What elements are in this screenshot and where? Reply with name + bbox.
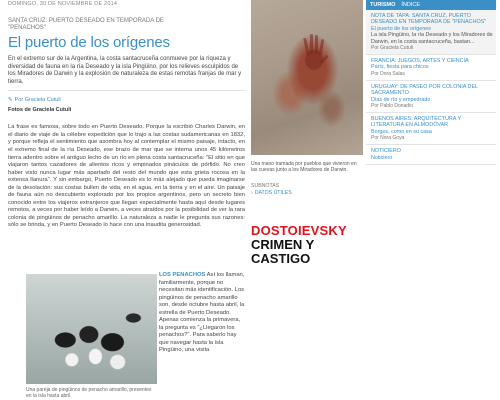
article-title: El puerto de los orígenes	[8, 34, 170, 51]
article-kicker	[8, 18, 245, 32]
article-bottom-section	[8, 267, 245, 400]
sidebar-item-title[interactable]: URUGUAY: DE PASEO POR COLONIA DEL SACRAMENTO	[371, 83, 478, 97]
penguin-photo	[26, 274, 157, 384]
sidebar-item-author: Por Graciela Cutuli	[371, 45, 413, 52]
sidebar-item-author: Por Nora Goya	[371, 135, 405, 142]
photo-credit: Fotos de Graciela Cutuli	[8, 107, 72, 114]
sidebar-item-summary: La isla Pingüino, la ría Deseado y los Miradores de Darwin, en la costa santacruceña, bastan...	[371, 32, 493, 45]
hand-print-icon	[299, 32, 329, 72]
sidebar-item-title[interactable]: BUENOS AIRES: ARQUITECTURA Y LITERATURA EN ALMODÓVAR	[371, 116, 461, 129]
book-ad[interactable]	[251, 224, 363, 266]
byline-text[interactable]: Por Graciela Cutuli	[14, 97, 61, 104]
penguin-figure	[26, 274, 157, 400]
sidebar-item-noticiero[interactable]	[366, 145, 496, 165]
ad-title-line-1[interactable]: CRIMEN Y	[251, 237, 315, 252]
sidebar-item-author: Por Pablo Donadio	[371, 103, 413, 110]
sidebar-item-title[interactable]: NOTICIERO	[371, 148, 401, 155]
ad-title-line-2[interactable]: CASTIGO	[251, 251, 311, 266]
cave-photo-caption: Una mano tramada por pueblos que vivieron en las cuevas junto a los Miradores de Darwin.	[251, 161, 357, 173]
article-byline[interactable]	[8, 97, 245, 103]
tab-indice[interactable]: ÍNDICE	[401, 2, 421, 8]
article-body: La frase es famosa, sobre todo en Puerto Deseado. Porque la escribió Charles Darwin, en el diario de viaje de la célebre expedición que lo trajo a las costas sudamericanas en 1832, y porque refleja el sentimiento que asombra hoy al contemplar el mismo paisaje, intacto, en el extremo final de la ría Deseado, ese brazo de mar que se interna unos 45 kilómetros tierra adentro sobre el antiguo lecho de un río en plena costa santacruceña: "El sitio en que viajaron tantos cazadores de alientos ricos y empinados pináculos de pórfido. No creo haber visto nunca lugar más apartado del resto del mundo que esta grieta rocosa en la extensa llanura". Y sin embargo, Puerto Deseado es lo más alejado que pueda imaginarse de la desolación: sus costas bullen de vida, en el agua, en la tierra y en el aire. Un paisaje de fauna aún no descubierto explorado por los propios argentinos, pero un secreto bien conocido entre los viajeros extranjeros que llegan especialmente hasta aquí desde lugares remotos, a veces por haber leído a Darwin, a veces atraídos por la posibilidad de ver la rara colonia de pingüinos de penacho amarillo. La naturaleza a nadie le pregunta sus razones: sólo se brinda, y en Puerto Deseado lo hace con una inaudita generosidad.	[8, 124, 245, 229]
penguin-photo-caption: Una pareja de pingüinos de penacho amarillo, presentes en la isla hasta abril.	[26, 387, 152, 399]
sidebar-item-author: Por Dora Salas	[371, 70, 405, 77]
sidebar-item-francia[interactable]	[366, 55, 496, 81]
sidebar-item-santa-cruz[interactable]	[366, 10, 496, 55]
media-column	[251, 0, 363, 400]
turismo-index-sidebar	[366, 0, 496, 400]
sidebar-item-link[interactable]: Borges, como en su casa	[371, 128, 432, 135]
article-date: DOMINGO, 30 DE NOVIEMBRE DE 2014	[8, 1, 118, 7]
article-column	[8, 0, 245, 400]
cave-hand-photo[interactable]	[251, 0, 363, 155]
sidebar-item-title[interactable]: NOTA DE TAPA: SANTA CRUZ, PUERTO DESEADO EN TEMPORADA DE "PENACHOS"	[371, 13, 487, 26]
divider	[8, 90, 245, 91]
sidebar-item-link[interactable]: El puerto de los orígenes	[371, 25, 431, 32]
sidebar-item-uruguay[interactable]	[366, 81, 496, 113]
sidebar-item-link[interactable]: Días de río y empedrado	[371, 96, 431, 103]
sidebar-item-title[interactable]: FRANCIA: JUEGOS, ARTES Y CIENCIA	[371, 58, 469, 65]
tab-turismo[interactable]: TURISMO	[370, 2, 396, 8]
related-label: SUBNOTAS	[251, 183, 280, 189]
article-lead: En el extremo sur de la Argentina, la costa santacruceña conmueve por la riqueza y diversidad de fauna en la ría Deseado y la isla Pingüino, por los relieves esculpidos de los Miradores de Darwin y la explosión de naturaleza de estas remotas franjas de mar y tierra.	[8, 56, 242, 85]
arrow-right-icon: ›	[251, 190, 253, 196]
kicker-line-1: SANTA CRUZ: PUERTO DESEADO EN TEMPORADA DE	[8, 18, 164, 24]
related-link-text[interactable]: DATOS ÚTILES	[254, 190, 292, 196]
penachos-body: Así los llaman, familiarmente, porque no necesitan más identificación. Los pingüinos de penacho amarillo son, desde octubre hasta abril, la estrella de Puerto Deseado. Apenas comienza la primavera, la pregunta es "¿Llegaron los penachos?". Para saberlo hay que navegar hasta la isla Pingüino, una visita	[159, 272, 245, 354]
ad-author[interactable]: DOSTOIEVSKY	[251, 223, 347, 238]
pen-icon: ✎	[8, 97, 13, 104]
penachos-text	[159, 272, 245, 355]
kicker-line-2: "PENACHOS"	[8, 25, 46, 31]
sidebar-item-link[interactable]: Noticiero	[371, 154, 393, 161]
sidebar-item-buenos-aires[interactable]	[366, 113, 496, 145]
sidebar-item-link[interactable]: París, fiesta para chicos	[371, 64, 429, 71]
related-link-datos-utiles[interactable]	[251, 190, 363, 196]
sidebar-header	[366, 0, 496, 10]
penachos-highlight: LOS PENACHOS	[159, 272, 206, 278]
